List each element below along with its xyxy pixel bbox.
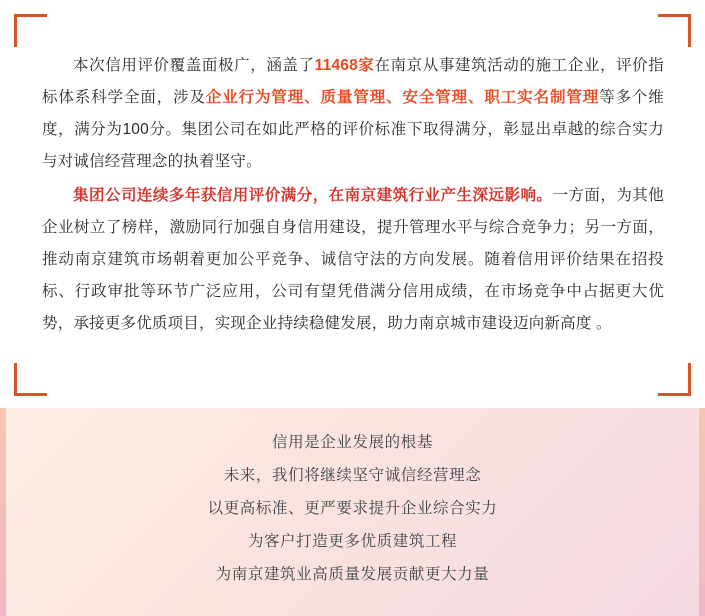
corner-bracket-top-left-icon [14, 14, 47, 47]
body-text: 等多个维度，满分为100分。集团公司在如此严格的评价标准下取得满分，彰显出卓越的综合实力与对诚信经营理念的执着坚守。 [42, 89, 664, 170]
corner-bracket-bottom-right-icon [658, 363, 691, 396]
slogan-line: 以更高标准、更严要求提升企业综合实力 [207, 500, 498, 517]
paragraph-1 [42, 50, 664, 178]
body-text: 本次信用评价覆盖面极广，涵盖了 [73, 57, 315, 74]
slogan-line: 未来，我们将继续坚守诚信经营理念 [223, 467, 482, 484]
article-body [42, 50, 664, 342]
paragraph-2 [42, 180, 664, 340]
highlight-orange-text: 企业行为管理、质量管理、安全管理、职工实名制管理 [205, 89, 600, 106]
corner-bracket-bottom-left-icon [14, 363, 47, 396]
highlight-red-text: 集团公司连续多年获信用评价满分，在南京建筑行业产生深远影响。 [73, 187, 553, 204]
corner-bracket-top-right-icon [658, 14, 691, 47]
slogan-line: 为南京建筑业高质量发展贡献更大力量 [215, 566, 490, 583]
body-text: 一方面，为其他企业树立了榜样，激励同行加强自身信用建设，提升管理水平与综合竞争力；另一方面，推动南京建筑市场朝着更加公平竞争、诚信守法的方向发展。随着信用评价结果在招投标、行政审批等环节广泛应用，公司有望凭借满分信用成绩，在市场竞争中占据更大优势，承接更多优质项目，实现企业持续稳健发展，助力南京城市建设迈向新高度 。 [42, 187, 664, 332]
highlight-orange-text: 11468家 [314, 57, 375, 74]
slogan-line: 为客户打造更多优质建筑工程 [247, 533, 458, 550]
slogan-panel [0, 408, 705, 616]
slogan-line: 信用是企业发展的根基 [271, 434, 433, 451]
body-text: 在南京从事建筑活动的施工企业，评价指标体系科学全面，涉及 [42, 57, 664, 106]
slogan-line-list [0, 426, 705, 591]
article-card [14, 14, 691, 396]
